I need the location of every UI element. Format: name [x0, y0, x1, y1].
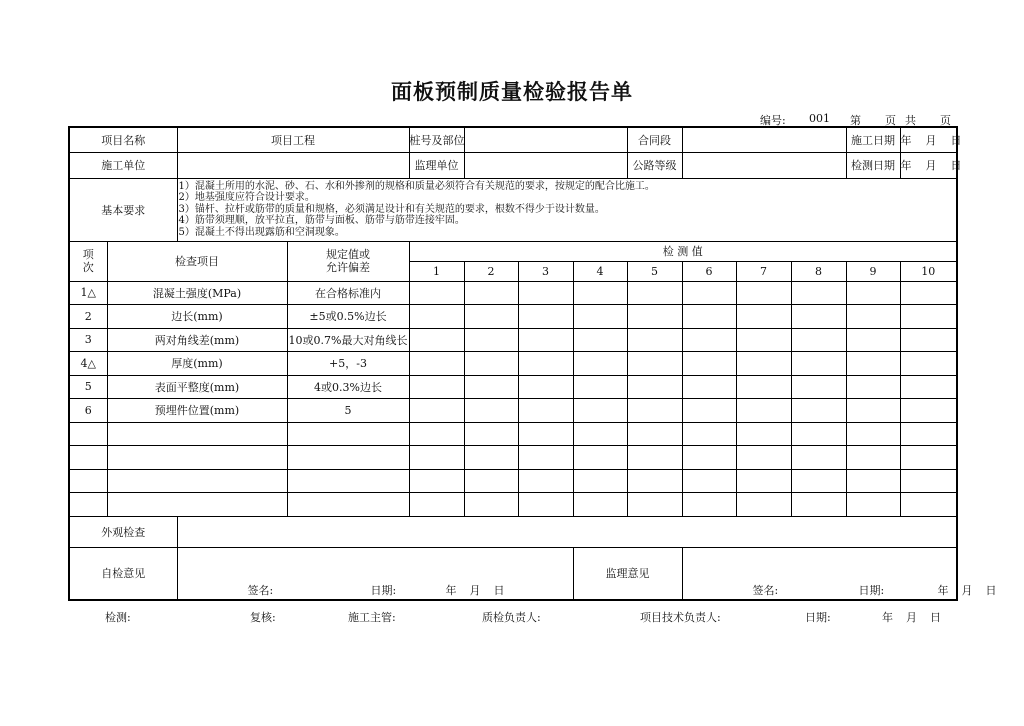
measure-col-4: 4	[573, 261, 627, 281]
supervision-month: 月	[961, 583, 973, 597]
item-no-top: 项	[82, 248, 94, 261]
value-cell[interactable]	[736, 304, 791, 328]
value-cell[interactable]	[464, 445, 518, 469]
table-row	[69, 375, 957, 398]
row-spec[interactable]	[287, 422, 409, 445]
value-cell[interactable]	[573, 304, 627, 328]
value-cell[interactable]	[791, 281, 846, 304]
row-no: 4△	[69, 351, 107, 375]
value-cell[interactable]	[409, 375, 464, 398]
value-cell[interactable]	[573, 351, 627, 375]
value-cell[interactable]	[736, 492, 791, 516]
construction-unit-label: 施工单位	[69, 152, 177, 178]
value-cell[interactable]	[736, 375, 791, 398]
value-cell[interactable]	[464, 469, 518, 492]
value-cell[interactable]	[791, 328, 846, 351]
measure-col-9: 9	[846, 261, 900, 281]
check-item-header: 检查项目	[107, 241, 287, 281]
contract-section-label: 合同段	[627, 127, 682, 152]
footer-date: 日期:	[805, 611, 831, 624]
requirement-3: 3）锚杆、拉杆或筋带的质量和规格，必须满足设计和有关规范的要求，根数不得少于设计数量。	[178, 203, 605, 215]
self-check-label: 自检意见	[69, 547, 177, 600]
year-text: 年	[900, 159, 912, 172]
footer-month: 月	[906, 611, 917, 624]
footer-tech-lead: 项目技术负责人:	[640, 611, 721, 624]
row-spec: +5，-3	[287, 351, 409, 375]
value-cell[interactable]	[682, 492, 736, 516]
row-spec[interactable]	[287, 469, 409, 492]
value-cell[interactable]	[846, 469, 900, 492]
row-item[interactable]	[107, 422, 287, 445]
measure-col-10: 10	[900, 261, 957, 281]
value-cell[interactable]	[900, 375, 957, 398]
value-cell[interactable]	[464, 281, 518, 304]
station-part-label: 桩号及部位	[409, 127, 464, 152]
row-item[interactable]	[107, 445, 287, 469]
value-cell[interactable]	[464, 398, 518, 422]
value-cell[interactable]	[409, 469, 464, 492]
appearance-value[interactable]	[177, 516, 957, 547]
year-text: 年	[900, 133, 912, 147]
value-cell[interactable]	[900, 351, 957, 375]
supervision-sign: 签名:	[752, 583, 779, 597]
value-cell[interactable]	[791, 304, 846, 328]
value-cell[interactable]	[682, 375, 736, 398]
table-row	[69, 281, 957, 304]
value-cell[interactable]	[900, 469, 957, 492]
measure-col-2: 2	[464, 261, 518, 281]
value-cell[interactable]	[900, 492, 957, 516]
value-cell[interactable]	[846, 351, 900, 375]
row-no: 2	[69, 304, 107, 328]
inspection-date-value[interactable]	[900, 152, 962, 178]
value-cell[interactable]	[682, 281, 736, 304]
serial-label: 编号:	[760, 114, 786, 127]
value-cell[interactable]	[900, 304, 957, 328]
table-row	[69, 398, 957, 422]
value-cell[interactable]	[409, 445, 464, 469]
spec-header	[287, 241, 409, 281]
value-cell[interactable]	[518, 375, 573, 398]
value-cell[interactable]	[900, 281, 957, 304]
month-text: 月	[925, 159, 937, 172]
value-cell[interactable]	[682, 351, 736, 375]
measure-col-8: 8	[791, 261, 846, 281]
value-cell[interactable]	[736, 351, 791, 375]
value-cell[interactable]	[682, 422, 736, 445]
supervision-label: 监理意见	[573, 547, 682, 600]
row-no: 6	[69, 398, 107, 422]
basic-requirements-label: 基本要求	[69, 178, 177, 241]
value-cell[interactable]	[464, 351, 518, 375]
station-part-value[interactable]	[464, 127, 627, 152]
day-text: 日	[950, 133, 962, 147]
value-cell[interactable]	[736, 328, 791, 351]
row-no: 5	[69, 375, 107, 398]
measure-col-6: 6	[682, 261, 736, 281]
value-cell[interactable]	[682, 328, 736, 351]
value-cell[interactable]	[627, 304, 682, 328]
row-spec[interactable]	[287, 445, 409, 469]
spec-bottom: 允许偏差	[326, 261, 370, 274]
contract-section-value[interactable]	[682, 127, 846, 152]
row-spec[interactable]	[287, 492, 409, 516]
supervision-unit-label: 监理单位	[409, 152, 464, 178]
value-cell[interactable]	[573, 328, 627, 351]
value-cell[interactable]	[627, 328, 682, 351]
value-cell[interactable]	[518, 304, 573, 328]
requirement-1: 1）混凝土所用的水泥、砂、石、水和外掺剂的规格和质量必须符合有关规范的要求，按规定的配合比施工。	[178, 180, 655, 192]
header-row-2	[69, 152, 957, 178]
value-cell[interactable]	[573, 445, 627, 469]
construction-date-value[interactable]	[900, 127, 962, 152]
spec-top: 规定值或	[326, 248, 370, 261]
value-cell[interactable]	[846, 445, 900, 469]
self-check-date: 日期:	[370, 583, 397, 597]
header-row-1	[69, 127, 957, 152]
table-row	[69, 445, 957, 469]
value-cell[interactable]	[900, 398, 957, 422]
appearance-label: 外观检查	[69, 516, 177, 547]
page-di: 第	[850, 114, 861, 127]
supervision-unit-value[interactable]	[464, 152, 627, 178]
row-spec: ±5或0.5%边长	[287, 304, 409, 328]
value-cell[interactable]	[791, 375, 846, 398]
value-cell[interactable]	[573, 375, 627, 398]
measure-col-1: 1	[409, 261, 464, 281]
value-cell[interactable]	[409, 492, 464, 516]
row-no: 1△	[69, 281, 107, 304]
table-row	[69, 492, 957, 516]
value-cell[interactable]	[846, 328, 900, 351]
value-cell[interactable]	[900, 328, 957, 351]
row-item: 厚度(mm)	[107, 351, 287, 375]
value-cell[interactable]	[409, 281, 464, 304]
project-name-label: 项目名称	[69, 127, 177, 152]
value-cell[interactable]	[682, 445, 736, 469]
value-cell[interactable]	[627, 492, 682, 516]
value-cell[interactable]	[736, 398, 791, 422]
value-cell[interactable]	[791, 398, 846, 422]
value-cell[interactable]	[846, 422, 900, 445]
value-cell[interactable]	[627, 445, 682, 469]
row-spec: 5	[287, 398, 409, 422]
value-cell[interactable]	[846, 492, 900, 516]
row-item: 混凝土强度(MPa)	[107, 281, 287, 304]
road-grade-value[interactable]	[682, 152, 846, 178]
inspection-form	[68, 126, 997, 601]
table-row	[69, 328, 957, 351]
value-cell[interactable]	[464, 492, 518, 516]
item-no-bottom: 次	[82, 261, 94, 274]
value-cell[interactable]	[682, 304, 736, 328]
footer-day: 日	[930, 611, 941, 624]
value-cell[interactable]	[682, 398, 736, 422]
value-cell[interactable]	[573, 281, 627, 304]
self-check-year: 年	[445, 583, 457, 597]
value-cell[interactable]	[736, 445, 791, 469]
value-cell[interactable]	[518, 398, 573, 422]
row-no	[69, 445, 107, 469]
footer-year: 年	[882, 611, 893, 624]
value-cell[interactable]	[791, 492, 846, 516]
value-cell[interactable]	[464, 304, 518, 328]
serial-value: 001	[809, 112, 830, 125]
value-cell[interactable]	[682, 469, 736, 492]
footer-inspector: 检测:	[105, 611, 131, 624]
value-cell[interactable]	[846, 281, 900, 304]
footer-construction-supervisor: 施工主管:	[348, 611, 396, 624]
row-item: 两对角线差(mm)	[107, 328, 287, 351]
column-header-row-1	[69, 241, 957, 261]
row-no	[69, 492, 107, 516]
supervision-year: 年	[937, 583, 949, 597]
self-check-day: 日	[493, 583, 505, 597]
appearance-row	[69, 516, 957, 547]
opinion-row	[69, 547, 957, 600]
measure-col-5: 5	[627, 261, 682, 281]
value-cell[interactable]	[736, 281, 791, 304]
value-cell[interactable]	[409, 422, 464, 445]
value-cell[interactable]	[409, 398, 464, 422]
value-cell[interactable]	[900, 445, 957, 469]
value-cell[interactable]	[464, 375, 518, 398]
basic-requirements-row	[69, 178, 957, 241]
value-cell[interactable]	[518, 351, 573, 375]
footer-qc-lead: 质检负责人:	[482, 611, 541, 624]
value-cell[interactable]	[464, 422, 518, 445]
value-cell[interactable]	[518, 469, 573, 492]
value-cell[interactable]	[846, 398, 900, 422]
project-name-value[interactable]: 项目工程	[177, 127, 409, 152]
value-cell[interactable]	[900, 422, 957, 445]
page-ye2: 页	[940, 114, 951, 127]
row-item[interactable]	[107, 492, 287, 516]
row-spec: 4或0.3%边长	[287, 375, 409, 398]
construction-unit-value[interactable]	[177, 152, 409, 178]
day-text: 日	[950, 159, 962, 172]
row-no	[69, 422, 107, 445]
value-cell[interactable]	[518, 422, 573, 445]
value-cell[interactable]	[791, 469, 846, 492]
table-row	[69, 422, 957, 445]
self-check-sign: 签名:	[247, 583, 274, 597]
footer-reviewer: 复核:	[250, 611, 276, 624]
requirement-4: 4）筋带须理顺，放平拉直，筋带与面板、筋带与筋带连接牢固。	[178, 215, 465, 226]
value-cell[interactable]	[791, 445, 846, 469]
value-cell[interactable]	[627, 351, 682, 375]
row-item: 预埋件位置(mm)	[107, 398, 287, 422]
measure-col-7: 7	[736, 261, 791, 281]
value-cell[interactable]	[518, 445, 573, 469]
road-grade-label: 公路等级	[627, 152, 682, 178]
value-cell[interactable]	[573, 492, 627, 516]
row-no: 3	[69, 328, 107, 351]
report-title: 面板预制质量检验报告单	[391, 80, 633, 104]
page-ye: 页	[885, 114, 896, 127]
supervision-day: 日	[985, 583, 997, 597]
table-row	[69, 469, 957, 492]
value-cell[interactable]	[573, 422, 627, 445]
row-item: 表面平整度(mm)	[107, 375, 287, 398]
value-cell[interactable]	[409, 351, 464, 375]
value-cell[interactable]	[627, 375, 682, 398]
row-item: 边长(mm)	[107, 304, 287, 328]
value-cell[interactable]	[573, 398, 627, 422]
value-cell[interactable]	[627, 281, 682, 304]
measure-col-3: 3	[518, 261, 573, 281]
supervision-date: 日期:	[858, 583, 885, 597]
self-check-area[interactable]	[177, 547, 573, 600]
requirement-2: 2）地基强度应符合设计要求。	[178, 192, 315, 203]
item-no-header	[69, 241, 107, 281]
table-row	[69, 351, 957, 375]
table-row	[69, 304, 957, 328]
value-cell[interactable]	[518, 328, 573, 351]
value-cell[interactable]	[791, 351, 846, 375]
measured-values-header: 检 测 值	[409, 241, 957, 261]
value-cell[interactable]	[518, 492, 573, 516]
value-cell[interactable]	[736, 422, 791, 445]
construction-date-label: 施工日期	[846, 127, 900, 152]
value-cell[interactable]	[846, 375, 900, 398]
month-text: 月	[925, 133, 937, 147]
row-spec: 在合格标准内	[287, 281, 409, 304]
value-cell[interactable]	[409, 304, 464, 328]
value-cell[interactable]	[736, 469, 791, 492]
value-cell[interactable]	[627, 422, 682, 445]
value-cell[interactable]	[627, 398, 682, 422]
page-gong: 共	[905, 114, 916, 127]
value-cell[interactable]	[627, 469, 682, 492]
row-item[interactable]	[107, 469, 287, 492]
inspection-date-label: 检测日期	[846, 152, 900, 178]
row-no	[69, 469, 107, 492]
supervision-area[interactable]	[682, 547, 997, 600]
value-cell[interactable]	[518, 281, 573, 304]
value-cell[interactable]	[573, 469, 627, 492]
self-check-month: 月	[469, 583, 481, 597]
value-cell[interactable]	[846, 304, 900, 328]
value-cell[interactable]	[464, 328, 518, 351]
row-spec: 10或0.7%最大对角线长	[287, 328, 409, 351]
basic-requirements-text	[177, 178, 957, 241]
value-cell[interactable]	[409, 328, 464, 351]
value-cell[interactable]	[791, 422, 846, 445]
requirement-5: 5）混凝土不得出现露筋和空洞现象。	[178, 226, 345, 238]
